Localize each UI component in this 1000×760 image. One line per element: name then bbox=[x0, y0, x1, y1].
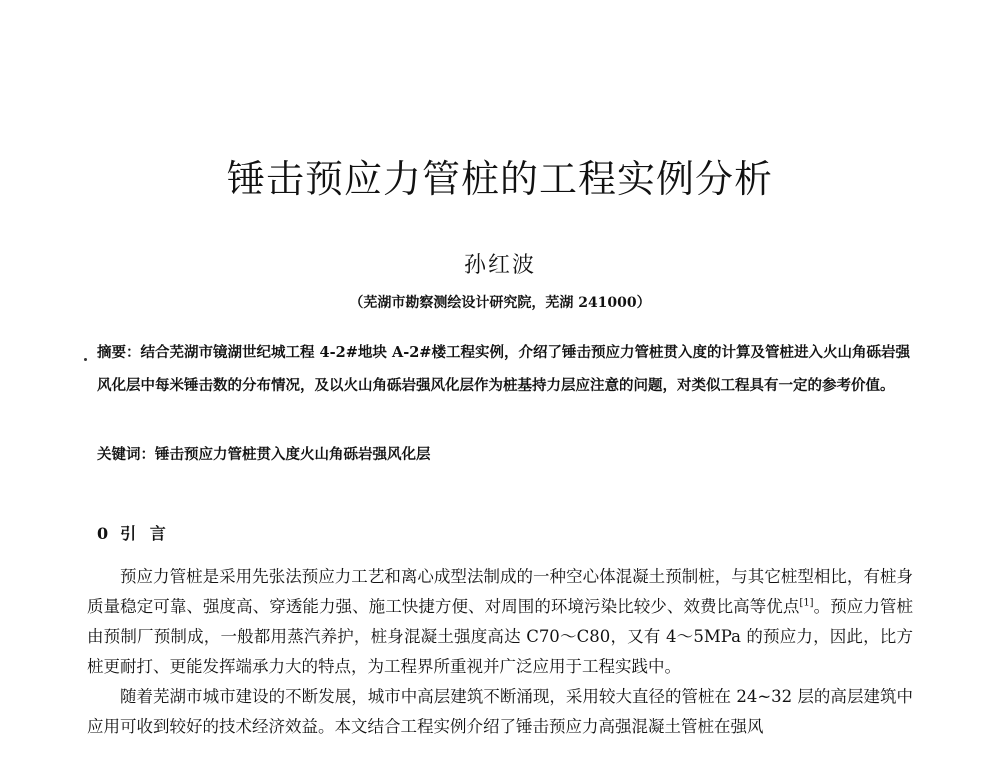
paragraph bbox=[87, 562, 913, 682]
margin-mark bbox=[84, 358, 87, 361]
keywords-label: 关键词： bbox=[97, 446, 155, 463]
keywords bbox=[97, 441, 912, 469]
body-text bbox=[87, 562, 913, 742]
paragraph: 随着芜湖市城市建设的不断发展，城市中高层建筑不断涌现，采用较大直径的管桩在 24~32 层的高层建筑中应用可收到较好的技术经济效益。本文结合工程实例介绍了锤击预应力高强混凝土管桩在强风 bbox=[87, 687, 913, 736]
abstract-label: 摘要： bbox=[97, 344, 141, 361]
abstract-text: 结合芜湖市镜湖世纪城工程 4-2#地块 A-2#楼工程实例，介绍了锤击预应力管桩贯入度的计算及管桩进入火山角砾岩强风化层中每米锤击数的分布情况，及以火山角砾岩强风化层作为桩基持力层应注意的问题，对类似工程具有一定的参考价值。 bbox=[97, 344, 910, 394]
author-name: 孙红波 bbox=[463, 253, 536, 278]
section-title: 引 言 bbox=[120, 524, 170, 543]
abstract bbox=[97, 336, 912, 402]
paragraph-text: 。预应力管桩由预制厂预制成，一般都用蒸汽养护，桩身混凝土强度高达 C70～C80，又有 4～5MPa 的预应力，因此，比方桩更耐打、更能发挥端承力大的特点，为工程界所重视并广泛应用于工程实践中。 bbox=[87, 597, 914, 676]
keywords-text: 锤击预应力管桩贯入度火山角砾岩强风化层 bbox=[155, 446, 431, 463]
author-affiliation: （芜湖市勘察测绘设计研究院，芜湖 241000） bbox=[349, 295, 651, 311]
paper-title: 锤击预应力管桩的工程实例分析 bbox=[226, 157, 773, 201]
paragraph-text: 预应力管桩是采用先张法预应力工艺和离心成型法制成的一种空心体混凝土预制桩，与其它桩型相比，有桩身质量稳定可靠、强度高、穿透能力强、施工快捷方便、对周围的环境污染比较少、效费比高等优点 bbox=[87, 567, 913, 616]
citation-reference[interactable]: [1] bbox=[799, 597, 814, 609]
section-heading bbox=[97, 521, 170, 544]
section-number: 0 bbox=[97, 524, 113, 543]
